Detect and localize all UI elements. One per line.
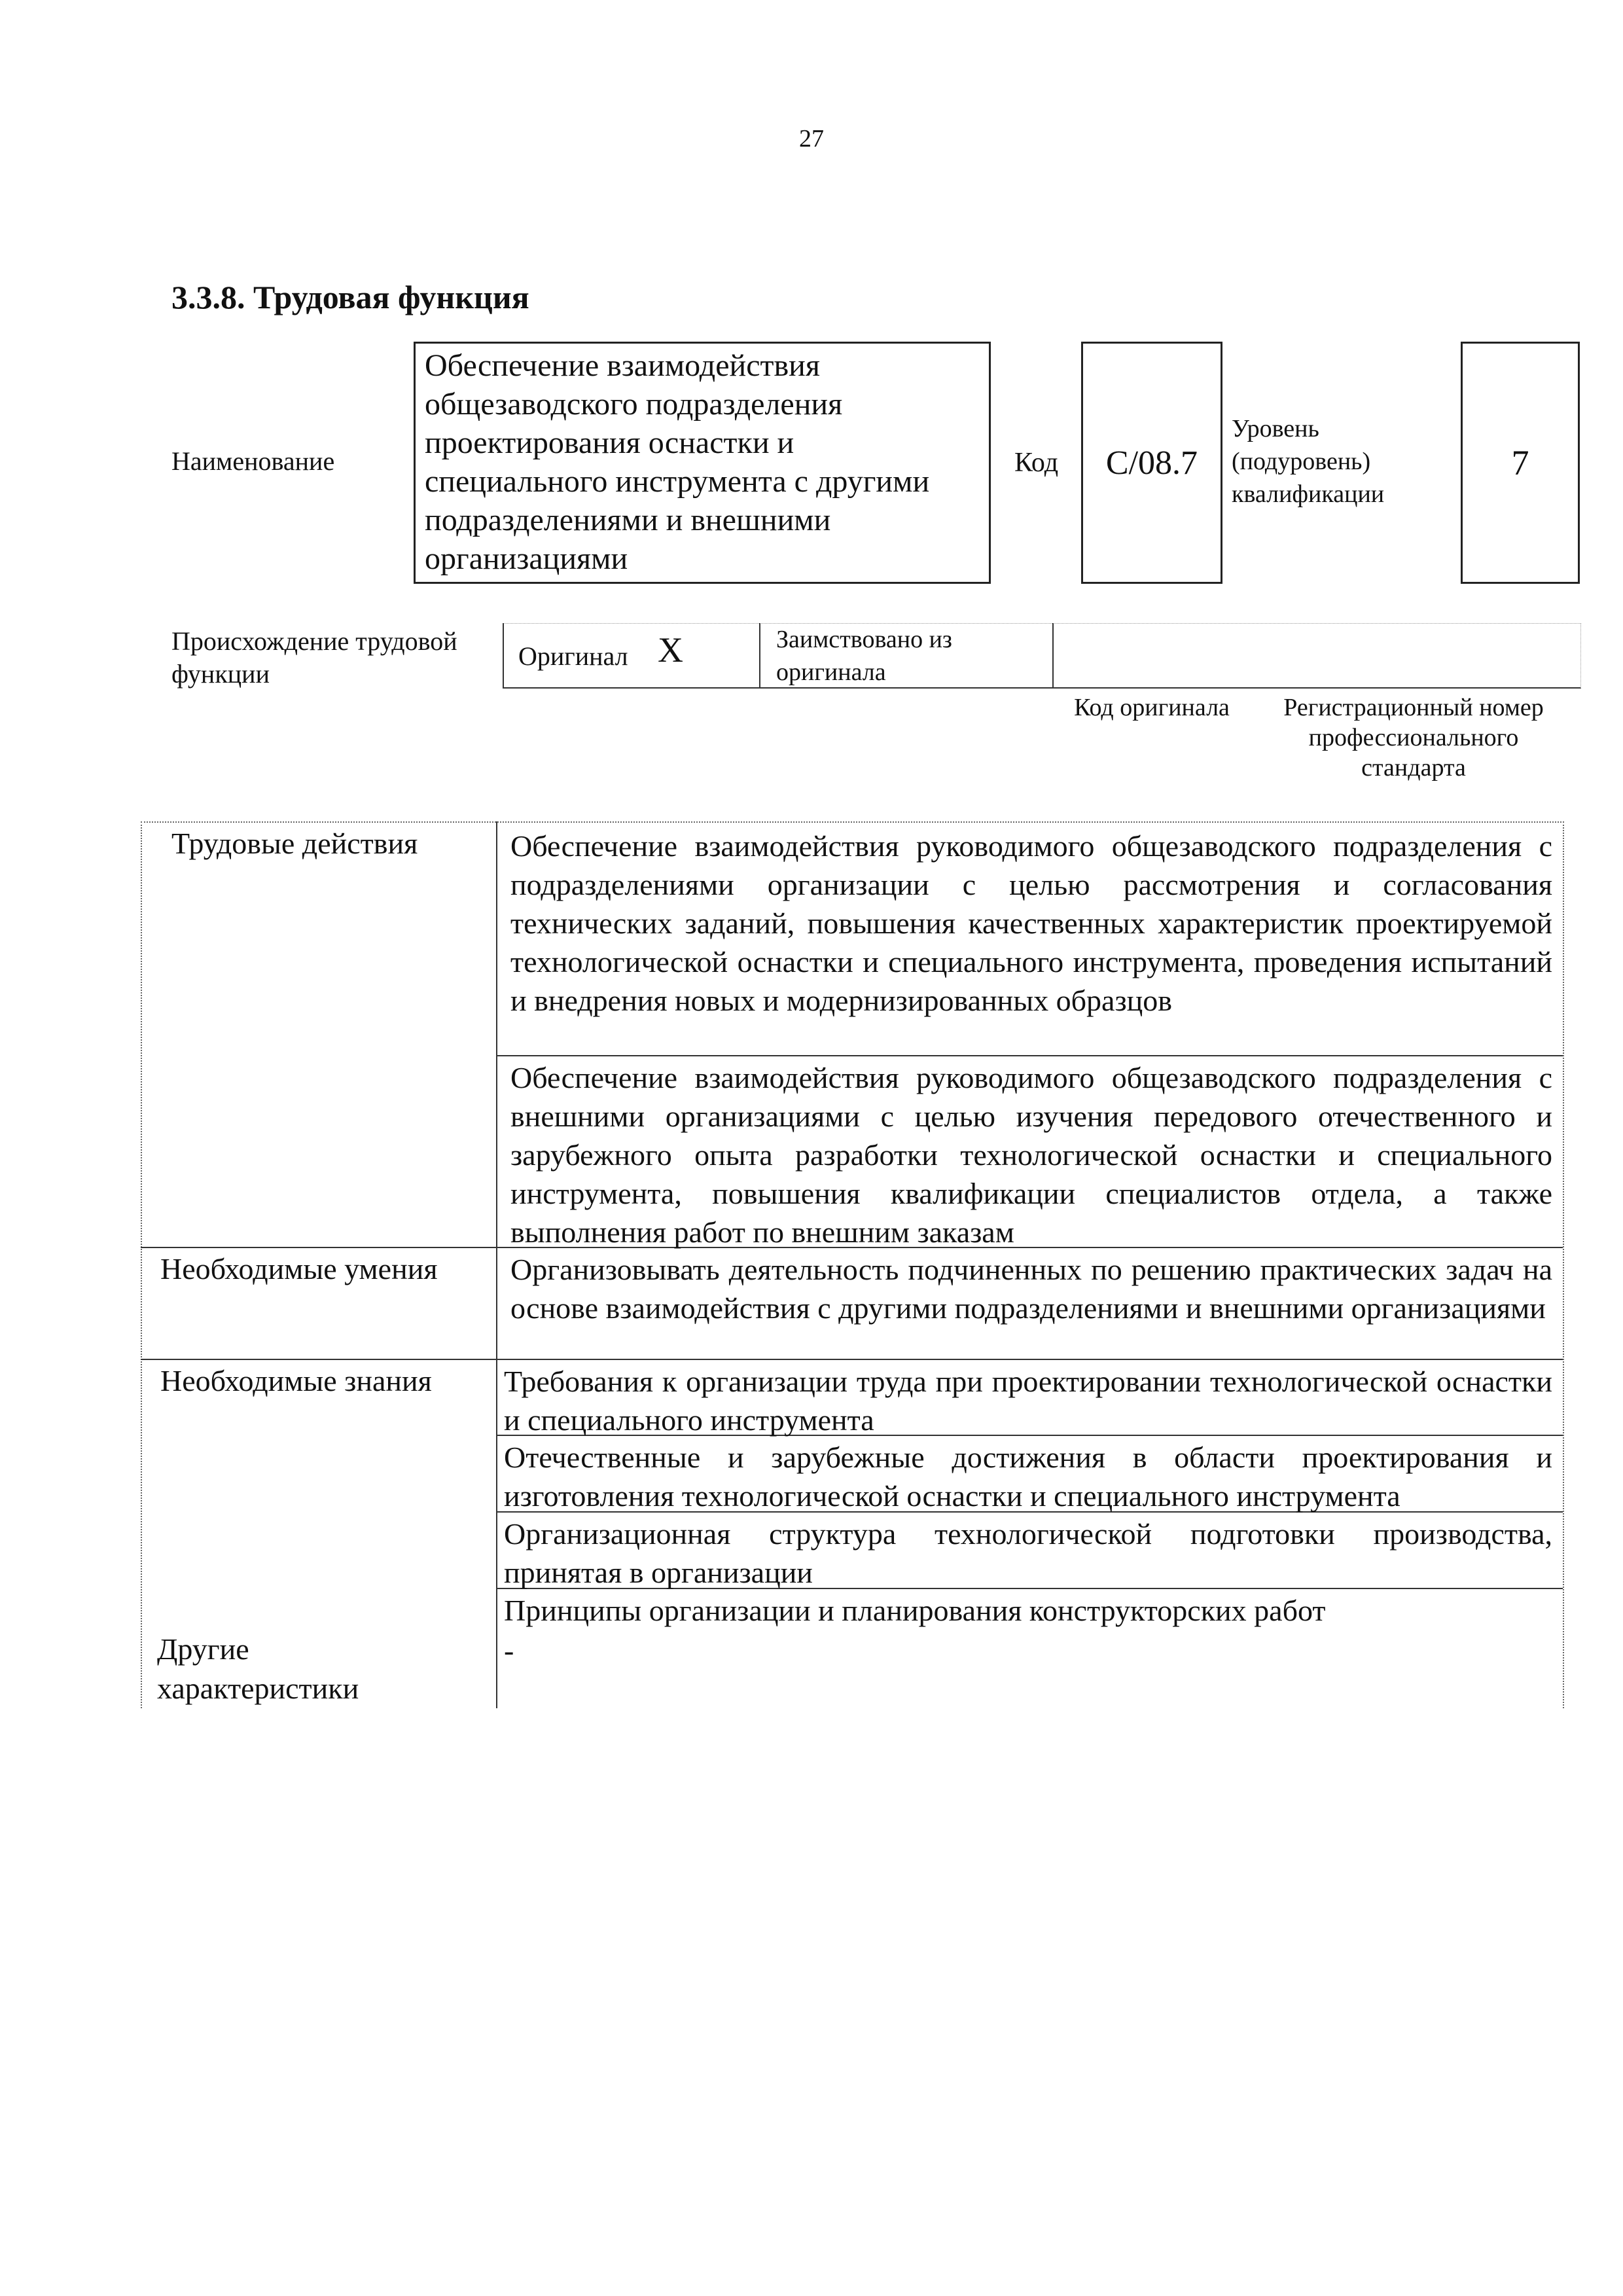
section-title: 3.3.8. Трудовая функция — [171, 279, 529, 315]
code-original-caption: Код оригинала — [1074, 694, 1230, 721]
actions-label: Трудовые действия — [171, 827, 418, 860]
action-item-1: Обеспечение взаимодействия руководимого общезаводского подразделения с подразделениями организации с целью рассмотрения и согласования технических заданий, повышения качественных характеристик проектируемой технологической оснастки и специального инструмента, проведения испытаний и внедрения новых и модернизированных образцов — [510, 829, 1552, 1017]
knowledge-label: Необходимые знания — [160, 1364, 432, 1397]
other-value: - — [504, 1634, 514, 1667]
page-number: 27 — [799, 125, 824, 152]
name-value: Обеспечение взаимодействия общезаводского подразделения проектирования оснастки и специального инструмента с другими подразделениями и внешними организациями — [414, 342, 991, 584]
knowledge-item-4: Принципы организации и планирования конструкторских работ — [504, 1594, 1326, 1627]
action-item-2: Обеспечение взаимодействия руководимого общезаводского подразделения с внешними организациями с целью изучения передового отечественного и зарубежного опыта разработки технологической оснастки и специального инструмента, повышения квалификации специалистов отдела, а также выполнения работ по внешним заказам — [510, 1061, 1552, 1249]
original-mark: X — [658, 630, 683, 670]
knowledge-item-3: Организационная структура технологической подготовки производства, принятая в организации — [504, 1517, 1552, 1589]
level-label: Уровень (подуровень) квалификации — [1232, 415, 1385, 508]
reg-number-caption: Регистрационный номер профессионального стандарта — [1283, 694, 1544, 781]
skill-item-1: Организовывать деятельность подчиненных по решению практических задач на основе взаимодействия с другими подразделениями и внешними организациями — [510, 1253, 1552, 1325]
skills-label: Необходимые умения — [160, 1252, 438, 1285]
knowledge-item-2: Отечественные и зарубежные достижения в области проектирования и изготовления технологической оснастки и специального инструмента — [504, 1441, 1552, 1513]
level-value: 7 — [1461, 342, 1580, 584]
code-value: C/08.7 — [1081, 342, 1222, 584]
original-label: Оригинал — [518, 641, 628, 671]
knowledge-item-1: Требования к организации труда при проектировании технологической оснастки и специального инструмента — [504, 1365, 1552, 1437]
code-label: Код — [1014, 448, 1059, 478]
name-label: Наименование — [171, 446, 335, 476]
origin-label: Происхождение трудовой функции — [171, 626, 457, 689]
other-label: Другие характеристики — [157, 1632, 359, 1705]
borrowed-label: Заимствовано из оригинала — [776, 626, 952, 686]
